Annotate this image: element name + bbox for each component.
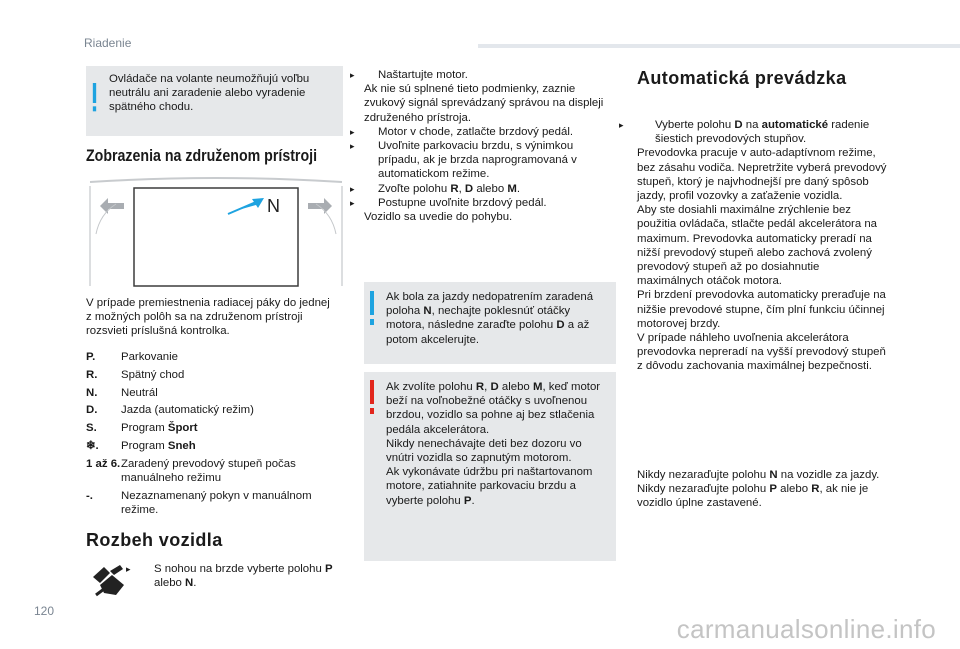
- bullet-marker: ▸: [350, 70, 355, 80]
- auto-step-a: Vyberte polohu: [655, 119, 735, 131]
- automatic-para: Aby ste dosiahli maximálne zrýchlenie bez použitia ovládača, stlačte pedál akcelerátora na maximum. Prevodovka automaticky preradí na nižší prevodový stupeň alebo zachová zvolený prevodový stupeň až po dosiahnutie maximálnych otáčok motora.: [637, 204, 877, 288]
- step-select-b2: D: [464, 182, 474, 195]
- watermark: carmanualsonline.info: [676, 614, 936, 644]
- gear-desc: [121, 439, 340, 453]
- gear-desc: Parkovanie: [121, 351, 178, 363]
- procedure-step: [350, 68, 616, 82]
- start-step: [126, 562, 354, 590]
- step-text: Uvoľnite parkovaciu brzdu, s výnimkou prípadu, ak je brzda naprogramovaná v automatickom režime.: [378, 140, 577, 181]
- gear-legend-item: [86, 350, 340, 364]
- warn-p3c: .: [471, 494, 475, 507]
- info-note-text: Ovládače na volante neumožňujú voľbu neutrálu ani zaradenie alebo vyradenie spätného chodu.: [109, 73, 310, 114]
- warn-b3: M: [532, 381, 543, 393]
- auto-step-b2: automatické: [761, 119, 829, 131]
- bullet-marker: ▸: [350, 197, 355, 208]
- neutral-warning: [637, 468, 887, 511]
- info-icon: [369, 291, 375, 327]
- warn-d: alebo: [498, 381, 533, 393]
- gear-desc-bold: Sneh: [167, 439, 196, 452]
- start-procedure: [350, 68, 616, 224]
- gear-desc: Nezaznamenaný pokyn v manuálnom režime.: [121, 489, 312, 516]
- automatic-para: Prevodovka pracuje v auto-adaptívnom režime, bez zásahu vodiča. Nepretržite vyberá prevodový stupeň, ktorý je najvhodnejší pre daný spôsob jazdy, profil vozovky a zaťaženie vozidla.: [637, 147, 887, 203]
- gear-key: N.: [86, 386, 98, 399]
- auto-step-c: na: [742, 119, 762, 131]
- note2-p2c: alebo: [777, 483, 812, 496]
- info-icon: [92, 80, 97, 116]
- step-select-d: alebo: [473, 182, 508, 195]
- warn-c: ,: [484, 381, 491, 393]
- note2-p2a: Nikdy nezaraďujte polohu: [637, 483, 770, 496]
- gear-legend-item: [86, 439, 340, 453]
- warning-note-text: [386, 380, 610, 508]
- neutral-warning-p2: [637, 482, 887, 510]
- info-note-neutral-text: [386, 290, 608, 347]
- auto-step-b1: D: [734, 119, 743, 131]
- gear-desc: Jazda (automatický režim): [121, 404, 254, 417]
- step-text: Naštartujte motor.: [378, 69, 468, 81]
- step-text: Motor v chode, zatlačte brzdový pedál.: [378, 125, 574, 138]
- step-text: Postupne uvoľnite brzdový pedál.: [378, 196, 547, 209]
- step-select-b3: M: [507, 182, 517, 195]
- step-select-e: .: [516, 182, 521, 195]
- gear-desc: [121, 421, 340, 435]
- warn-a: Ak zvolíte polohu: [386, 381, 476, 393]
- warning-p1: [386, 380, 610, 437]
- gear-desc-text: Program: [121, 439, 168, 452]
- note2-a: Nikdy nezaraďujte polohu: [637, 469, 770, 481]
- bullet-marker: ▸: [350, 183, 355, 194]
- gear-desc: Zaradený prevodový stupeň počas manuálneho režimu: [121, 457, 296, 484]
- note1-c: , nechajte poklesnúť otáčky motora, následne zaraďte polohu: [386, 305, 571, 332]
- procedure-step: [350, 196, 616, 210]
- gear-key: D.: [86, 404, 98, 417]
- gear-desc-text: Program: [121, 422, 168, 435]
- start-step-a: S nohou na brzde vyberte polohu: [154, 563, 325, 575]
- start-step-d: .: [193, 577, 197, 590]
- note2-p2b1: P: [769, 483, 777, 496]
- gear-legend-list: [86, 350, 340, 517]
- bullet-marker: ▸: [126, 564, 131, 574]
- header-bar: [478, 44, 960, 48]
- start-step-c: alebo: [154, 577, 186, 590]
- section-header: Riadenie: [84, 36, 132, 50]
- gear-desc: Neutrál: [121, 386, 158, 399]
- gear-key: S.: [86, 422, 97, 435]
- gear-legend-item: [86, 421, 340, 435]
- warn-b2: D: [490, 381, 499, 393]
- step-select-a: Zvoľte polohu: [378, 182, 451, 195]
- start-step-b2: N: [185, 577, 194, 590]
- automatic-para: V prípade náhleho uvoľnenia akcelerátora prevodovka nepreradí na vyšší prevodový stupeň z dôvodu zachovania maximálnej bezpečnosti.: [637, 332, 886, 373]
- bullet-marker: ▸: [350, 141, 355, 152]
- start-step-b1: P: [324, 563, 333, 575]
- gear-key: ❄.: [86, 439, 99, 452]
- step-select-b1: R: [450, 182, 459, 195]
- gear-legend-item: [86, 403, 340, 417]
- warning-icon: [369, 380, 375, 416]
- warn-p3a: Ak vykonávate údržbu pri naštartovanom motore, zatiahnite parkovaciu brzdu a vyberte polohu: [386, 466, 593, 507]
- warn-b1: R: [475, 381, 485, 393]
- auto-step-d: radenie šiestich prevodových stupňov.: [655, 119, 870, 146]
- page-number: 120: [34, 604, 55, 618]
- note1-b2: D: [556, 319, 565, 332]
- warning-p2: Nikdy nenechávajte deti bez dozoru vo vnútri vozidla so zapnutým motorom.: [386, 437, 582, 465]
- step-select-c: ,: [458, 182, 465, 195]
- bullet-marker: ▸: [619, 120, 624, 130]
- gear-legend-item: [86, 386, 340, 400]
- gear-legend-item: [86, 457, 340, 485]
- note2-p2d: , ak nie je vozidlo úplne zastavené.: [637, 483, 869, 510]
- warn-e: , keď motor beží na voľnobežné otáčky s uvoľnenou brzdou, vozidlo sa pohne aj bez stlačenia pedála akcelerátora.: [386, 381, 601, 436]
- display-section-title: Zobrazenia na združenom prístroji: [86, 147, 318, 165]
- procedure-step: [350, 125, 616, 139]
- automatic-description: [619, 118, 887, 374]
- gear-legend-item: [86, 368, 340, 382]
- bullet-marker: ▸: [350, 126, 355, 137]
- note1-b1: N: [423, 305, 432, 318]
- warn-p3b: P: [463, 494, 472, 507]
- warning-note: [364, 372, 616, 561]
- procedure-step: [350, 139, 616, 182]
- procedure-note: Ak nie sú splnené tieto podmienky, zaznie zvukový signál sprevádzaný správou na displeji združeného prístroja.: [364, 83, 604, 124]
- cluster-gear-indicator: N: [267, 196, 280, 216]
- gear-key: R.: [86, 368, 98, 381]
- note2-c: na vozidle za jazdy.: [777, 469, 880, 481]
- gear-key: -.: [86, 489, 93, 502]
- gear-key: P.: [86, 351, 96, 363]
- procedure-end: Vozidlo sa uvedie do pohybu.: [364, 211, 513, 224]
- note2-b1: N: [769, 469, 778, 481]
- automatic-section-title: Automatická prevádzka: [637, 68, 847, 88]
- info-note: [86, 66, 343, 136]
- note1-d: a až potom akcelerujte.: [386, 319, 590, 346]
- start-section-title: Rozbeh vozidla: [86, 530, 223, 550]
- foot-on-brake-icon: [90, 563, 130, 599]
- gear-key: 1 až 6.: [86, 457, 121, 470]
- cluster-description: V prípade premiestnenia radiacej páky do jednej z možných polôh sa na združenom prístroji rozsvieti príslušná kontrolka.: [86, 297, 330, 338]
- automatic-step: [619, 118, 887, 146]
- procedure-step: [350, 182, 616, 196]
- info-note-neutral: [364, 282, 616, 364]
- note2-p2b2: R: [811, 483, 820, 496]
- neutral-warning-p1: [637, 468, 887, 482]
- note1-a: Ak bola za jazdy nedopatrením zaradená poloha: [386, 291, 594, 318]
- gear-legend-item: [86, 489, 340, 517]
- gear-desc-bold: Šport: [167, 422, 198, 435]
- instrument-cluster-image: [86, 174, 346, 294]
- gear-desc: Spätný chod: [121, 368, 185, 381]
- warning-p3: [386, 465, 610, 508]
- automatic-para: Pri brzdení prevodovka automaticky preraďuje na nižšie prevodové stupne, čím plní funkciu účinnej motorovej brzdy.: [637, 289, 886, 330]
